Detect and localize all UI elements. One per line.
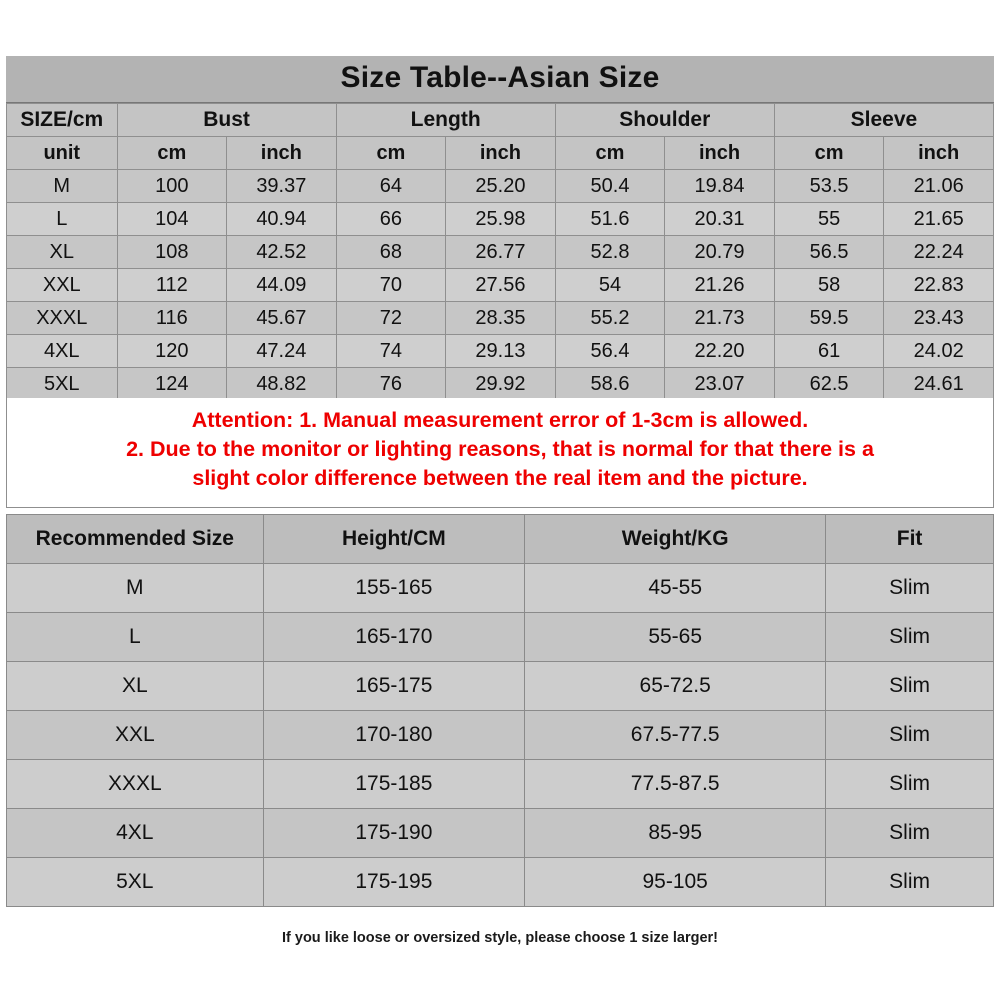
cell-length-inch: 25.98 <box>446 203 556 236</box>
recommended-size-section <box>6 514 994 907</box>
cell-sleeve-cm: 62.5 <box>774 368 884 401</box>
unit-bust-cm: cm <box>117 137 227 170</box>
cell-shoulder-cm: 51.6 <box>555 203 665 236</box>
cell-sleeve-cm: 61 <box>774 335 884 368</box>
cell-shoulder-cm: 50.4 <box>555 170 665 203</box>
group-header-length: Length <box>336 104 555 137</box>
rec-header-size: Recommended Size <box>7 515 264 564</box>
cell-rec-size: M <box>7 564 264 613</box>
cell-shoulder-inch: 22.20 <box>665 335 775 368</box>
cell-shoulder-cm: 56.4 <box>555 335 665 368</box>
cell-length-cm: 66 <box>336 203 446 236</box>
cell-length-cm: 74 <box>336 335 446 368</box>
cell-sleeve-cm: 58 <box>774 269 884 302</box>
cell-shoulder-cm: 58.6 <box>555 368 665 401</box>
cell-fit: Slim <box>826 809 994 858</box>
table-row <box>7 203 994 236</box>
cell-bust-cm: 116 <box>117 302 227 335</box>
cell-fit: Slim <box>826 613 994 662</box>
rec-header-fit: Fit <box>826 515 994 564</box>
cell-bust-inch: 40.94 <box>227 203 337 236</box>
cell-rec-size: 5XL <box>7 858 264 907</box>
cell-sleeve-inch: 21.65 <box>884 203 994 236</box>
cell-weight: 67.5-77.5 <box>525 711 826 760</box>
cell-height: 165-170 <box>263 613 525 662</box>
group-header-bust: Bust <box>117 104 336 137</box>
cell-weight: 45-55 <box>525 564 826 613</box>
asian-size-table <box>6 103 994 401</box>
cell-size: XXL <box>7 269 118 302</box>
cell-shoulder-cm: 54 <box>555 269 665 302</box>
cell-shoulder-inch: 21.26 <box>665 269 775 302</box>
cell-length-inch: 29.92 <box>446 368 556 401</box>
unit-row <box>7 137 994 170</box>
footer-note: If you like loose or oversized style, please choose 1 size larger! <box>282 930 718 946</box>
cell-rec-size: XXXL <box>7 760 264 809</box>
cell-length-inch: 28.35 <box>446 302 556 335</box>
cell-weight: 55-65 <box>525 613 826 662</box>
unit-shoulder-cm: cm <box>555 137 665 170</box>
cell-length-cm: 68 <box>336 236 446 269</box>
cell-shoulder-cm: 52.8 <box>555 236 665 269</box>
cell-height: 165-175 <box>263 662 525 711</box>
cell-shoulder-inch: 23.07 <box>665 368 775 401</box>
table-row <box>7 335 994 368</box>
cell-length-inch: 27.56 <box>446 269 556 302</box>
unit-length-inch: inch <box>446 137 556 170</box>
cell-bust-cm: 108 <box>117 236 227 269</box>
cell-length-cm: 64 <box>336 170 446 203</box>
cell-bust-inch: 48.82 <box>227 368 337 401</box>
unit-bust-inch: inch <box>227 137 337 170</box>
cell-bust-inch: 42.52 <box>227 236 337 269</box>
table-row <box>7 760 994 809</box>
cell-sleeve-inch: 24.02 <box>884 335 994 368</box>
attention-line-2: 2. Due to the monitor or lighting reasons, that is normal for that there is a <box>126 437 874 462</box>
table-row <box>7 662 994 711</box>
cell-sleeve-inch: 21.06 <box>884 170 994 203</box>
cell-rec-size: XXL <box>7 711 264 760</box>
unit-sleeve-inch: inch <box>884 137 994 170</box>
cell-sleeve-cm: 56.5 <box>774 236 884 269</box>
cell-size: M <box>7 170 118 203</box>
cell-bust-cm: 100 <box>117 170 227 203</box>
cell-size: 4XL <box>7 335 118 368</box>
cell-rec-size: XL <box>7 662 264 711</box>
table-row <box>7 170 994 203</box>
table-row <box>7 236 994 269</box>
cell-bust-inch: 44.09 <box>227 269 337 302</box>
cell-height: 170-180 <box>263 711 525 760</box>
cell-bust-inch: 39.37 <box>227 170 337 203</box>
table-row <box>7 858 994 907</box>
cell-sleeve-inch: 24.61 <box>884 368 994 401</box>
cell-sleeve-inch: 22.24 <box>884 236 994 269</box>
rec-header-row <box>7 515 994 564</box>
cell-height: 175-195 <box>263 858 525 907</box>
cell-weight: 85-95 <box>525 809 826 858</box>
unit-label: unit <box>7 137 118 170</box>
cell-shoulder-inch: 20.79 <box>665 236 775 269</box>
cell-length-cm: 72 <box>336 302 446 335</box>
size-table-section <box>6 56 994 401</box>
cell-height: 175-185 <box>263 760 525 809</box>
table-row <box>7 711 994 760</box>
cell-sleeve-inch: 22.83 <box>884 269 994 302</box>
cell-bust-inch: 47.24 <box>227 335 337 368</box>
cell-height: 155-165 <box>263 564 525 613</box>
cell-sleeve-cm: 55 <box>774 203 884 236</box>
cell-rec-size: 4XL <box>7 809 264 858</box>
table-row <box>7 809 994 858</box>
table-row <box>7 613 994 662</box>
unit-length-cm: cm <box>336 137 446 170</box>
cell-shoulder-inch: 20.31 <box>665 203 775 236</box>
cell-length-inch: 25.20 <box>446 170 556 203</box>
table-row <box>7 269 994 302</box>
cell-bust-inch: 45.67 <box>227 302 337 335</box>
group-header-shoulder: Shoulder <box>555 104 774 137</box>
cell-weight: 95-105 <box>525 858 826 907</box>
cell-sleeve-cm: 53.5 <box>774 170 884 203</box>
cell-shoulder-inch: 21.73 <box>665 302 775 335</box>
unit-shoulder-inch: inch <box>665 137 775 170</box>
cell-fit: Slim <box>826 858 994 907</box>
group-header-size: SIZE/cm <box>7 104 118 137</box>
group-header-row <box>7 104 994 137</box>
cell-weight: 77.5-87.5 <box>525 760 826 809</box>
table-row <box>7 564 994 613</box>
cell-height: 175-190 <box>263 809 525 858</box>
cell-length-inch: 26.77 <box>446 236 556 269</box>
cell-weight: 65-72.5 <box>525 662 826 711</box>
cell-bust-cm: 120 <box>117 335 227 368</box>
rec-header-weight: Weight/KG <box>525 515 826 564</box>
cell-sleeve-inch: 23.43 <box>884 302 994 335</box>
cell-length-inch: 29.13 <box>446 335 556 368</box>
group-header-sleeve: Sleeve <box>774 104 993 137</box>
cell-size: XXXL <box>7 302 118 335</box>
cell-bust-cm: 112 <box>117 269 227 302</box>
cell-rec-size: L <box>7 613 264 662</box>
cell-size: L <box>7 203 118 236</box>
unit-sleeve-cm: cm <box>774 137 884 170</box>
attention-line-1: Attention: 1. Manual measurement error of 1-3cm is allowed. <box>191 408 809 432</box>
table-row <box>7 368 994 401</box>
cell-bust-cm: 104 <box>117 203 227 236</box>
attention-line-3: slight color difference between the real item and the picture. <box>192 466 808 491</box>
cell-shoulder-inch: 19.84 <box>665 170 775 203</box>
page-title: Size Table--Asian Size <box>6 56 994 103</box>
attention-notice <box>6 398 994 508</box>
rec-header-height: Height/CM <box>263 515 525 564</box>
cell-fit: Slim <box>826 711 994 760</box>
cell-size: XL <box>7 236 118 269</box>
cell-bust-cm: 124 <box>117 368 227 401</box>
recommended-size-table <box>6 514 994 907</box>
cell-fit: Slim <box>826 564 994 613</box>
cell-sleeve-cm: 59.5 <box>774 302 884 335</box>
cell-shoulder-cm: 55.2 <box>555 302 665 335</box>
cell-size: 5XL <box>7 368 118 401</box>
table-row <box>7 302 994 335</box>
cell-fit: Slim <box>826 760 994 809</box>
cell-length-cm: 76 <box>336 368 446 401</box>
cell-fit: Slim <box>826 662 994 711</box>
cell-length-cm: 70 <box>336 269 446 302</box>
